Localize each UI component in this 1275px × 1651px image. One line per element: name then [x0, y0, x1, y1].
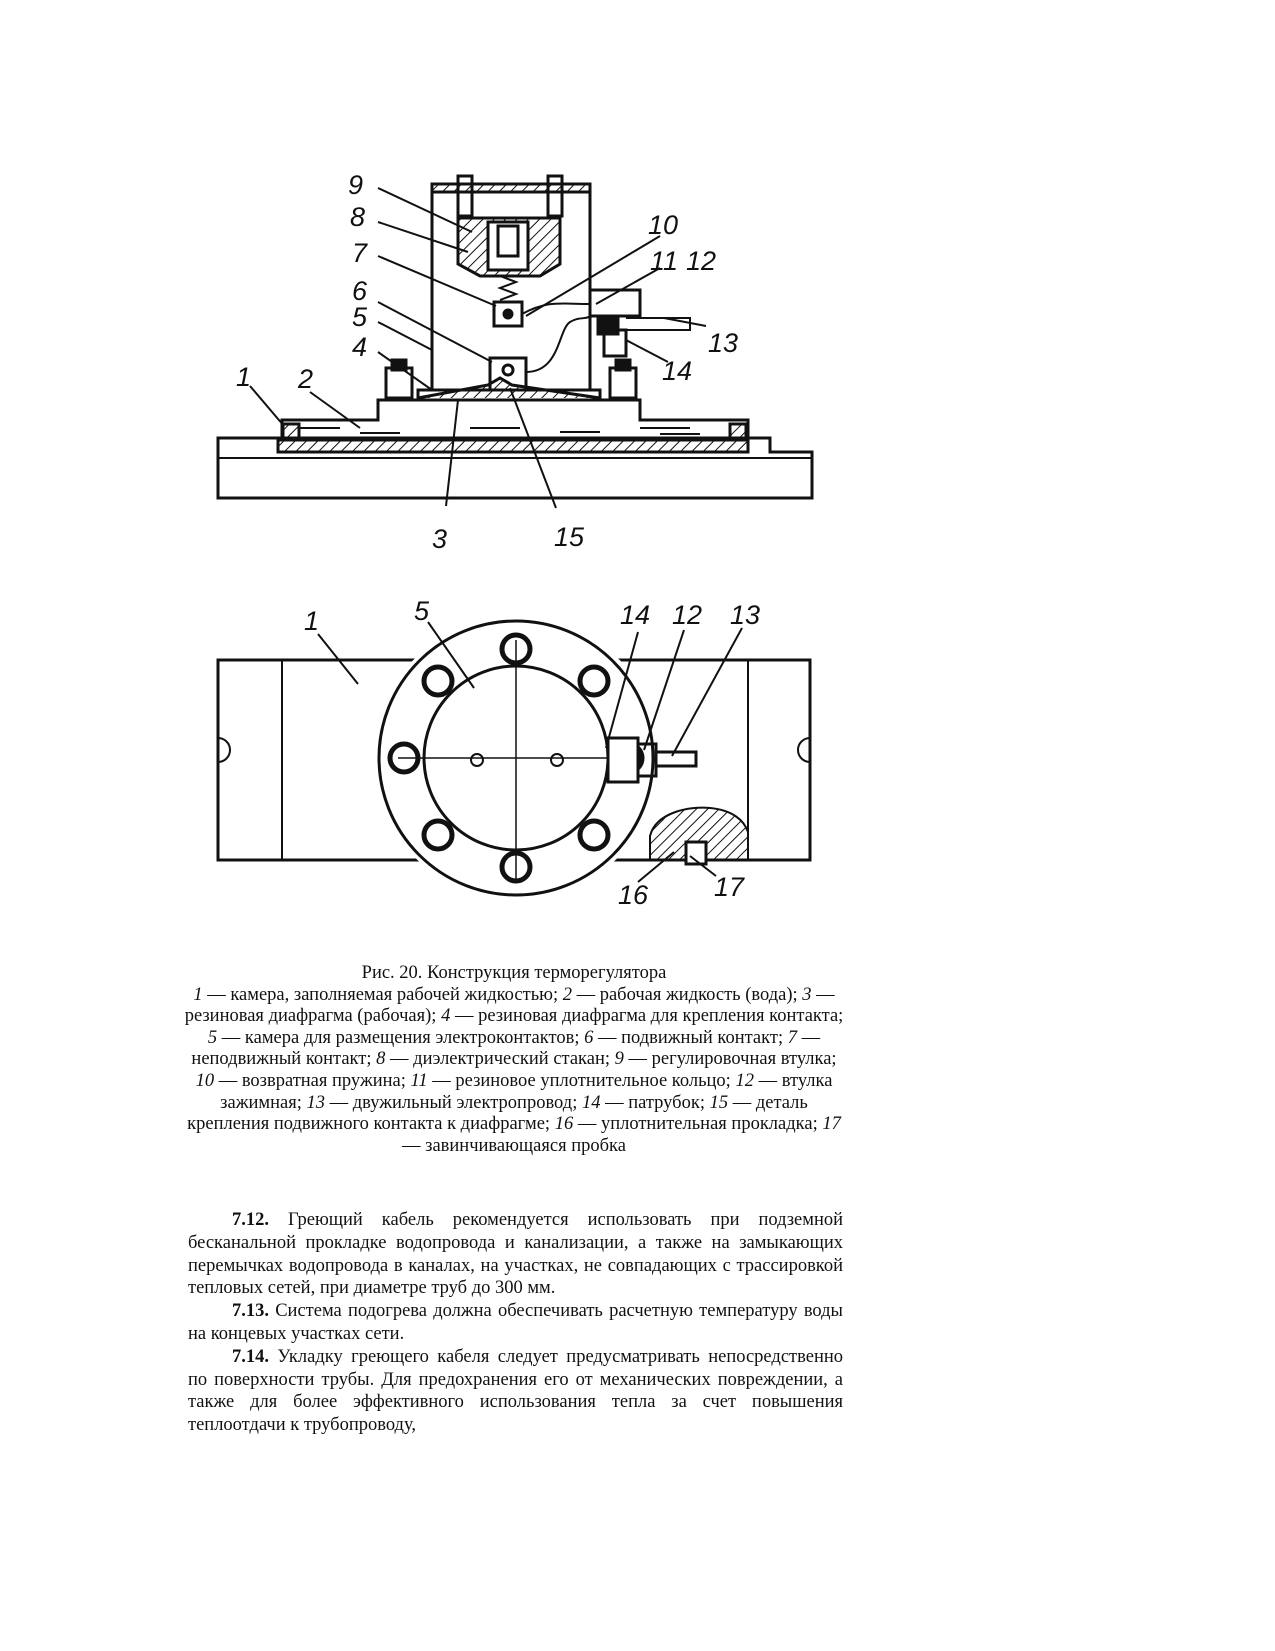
callout-1-plan: 1: [304, 606, 320, 636]
figure-title: Рис. 20. Конструкция терморегулятора: [361, 963, 667, 983]
paragraph-7-12: 7.12. Греющий кабель рекомендуется использовать при подземной бесканальной прокладке водопровода и канализации, а также на замыкающих перемычках водопровода в каналах, на участках, не совпадающих с трассировкой тепловых сетей, при диаметре труб до 300 мм.: [188, 1210, 843, 1299]
callout-5-plan: 5: [414, 596, 430, 626]
callout-5-top: 5: [352, 302, 368, 332]
paragraph-7-13: 7.13. Система подогрева должна обеспечивать расчетную температуру воды на концевых участках сети.: [188, 1301, 843, 1344]
callout-16: 16: [618, 880, 649, 910]
callout-7: 7: [352, 238, 368, 268]
figure-caption: [180, 963, 848, 1157]
callout-14-top: 14: [662, 356, 693, 386]
paragraph-number: 7.13.: [232, 1301, 269, 1322]
callout-9: 9: [348, 170, 364, 200]
callout-3: 3: [432, 524, 448, 554]
callout-2: 2: [298, 364, 314, 394]
paragraph-7-14: 7.14. Укладку греющего кабеля следует предусматривать непосредственно по поверхности трубы. Для предохранения его от механических повреждении, а также для более эффективного использования тепла за счет повышения теплоотдачи к трубопроводу,: [188, 1346, 843, 1436]
plan-view: [218, 620, 810, 896]
callout-12-plan: 12: [672, 600, 703, 630]
callout-15: 15: [554, 522, 585, 552]
callout-13-top: 13: [708, 328, 739, 358]
paragraph-number: 7.12.: [232, 1210, 269, 1230]
callout-12-top: 12: [686, 246, 717, 276]
callout-10: 10: [648, 210, 679, 240]
callout-6: 6: [352, 276, 368, 306]
callout-13-plan: 13: [730, 600, 761, 630]
paragraph-number: 7.14.: [232, 1346, 269, 1367]
callout-4: 4: [352, 332, 368, 362]
figure-legend: 1 — камера, заполняемая рабочей жидкостью; 2 — рабочая жидкость (вода); 3 — резиновая диафрагма (рабочая); 4 — резиновая диафрагма для крепления контакта; 5 — камера для размещения электроконтактов; 6 — подвижный контакт; 7 — неподвижный контакт; 8 — диэлектрический стакан; 9 — регулировочная втулка; 10 — возвратная пружина; 11 — резиновое уплотнительное кольцо; 12 — втулка зажимная; 13 — двужильный электропровод; 14 — патрубок; 15 — деталь крепления подвижного контакта к диафрагме; 16 — уплотнительная прокладка; 17 — завинчивающаяся пробка: [184, 984, 844, 1156]
callout-11: 11: [650, 246, 679, 276]
callout-8: 8: [350, 202, 366, 232]
callout-1-top: 1: [236, 362, 252, 392]
callout-14-plan: 14: [620, 600, 651, 630]
body-text: [188, 1209, 843, 1437]
callout-17: 17: [714, 872, 745, 902]
